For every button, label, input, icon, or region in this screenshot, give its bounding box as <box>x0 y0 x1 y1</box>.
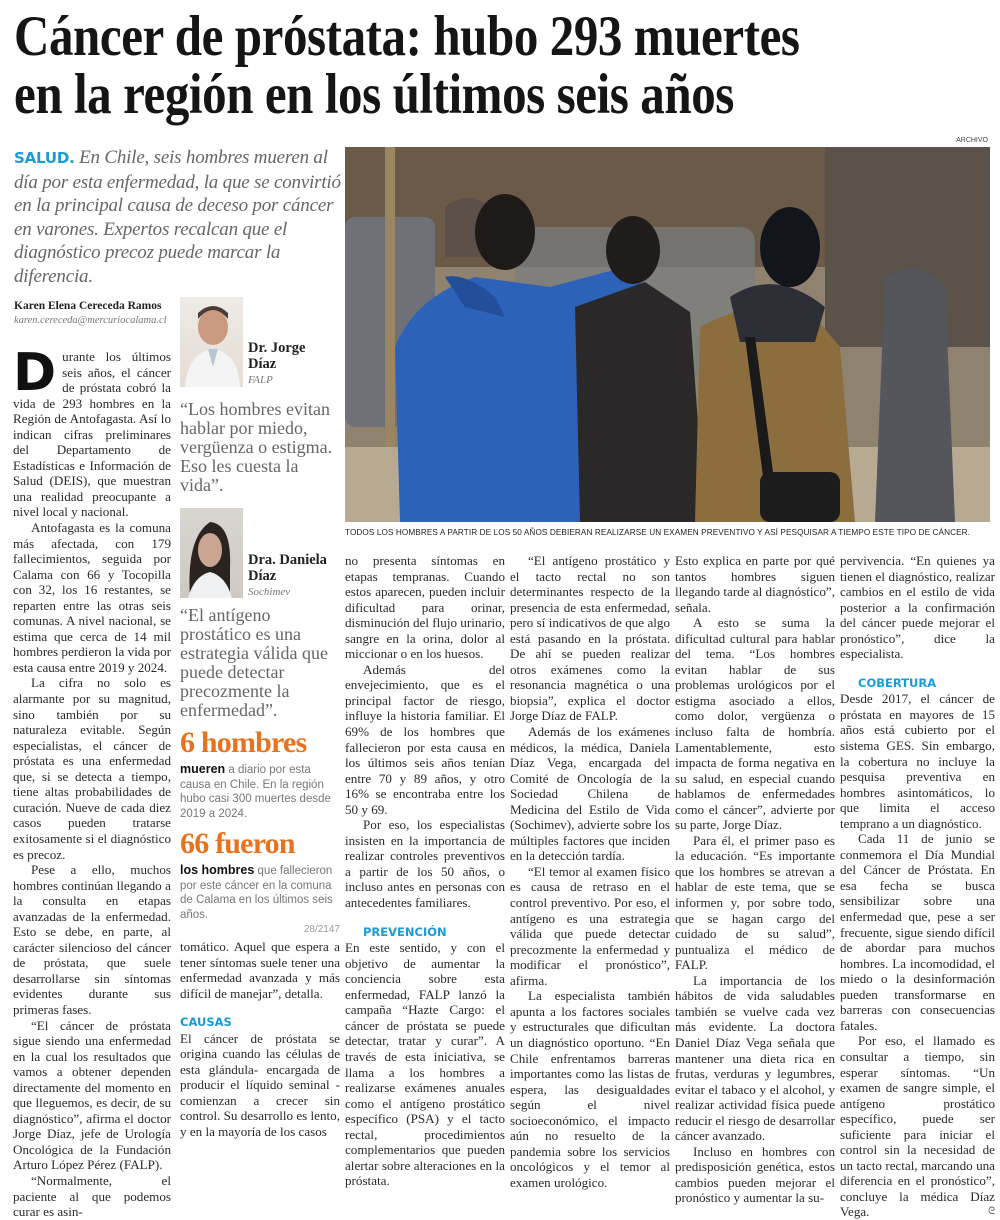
expert-2-org: Sochimev <box>248 586 291 598</box>
stat-1-bold: mueren <box>180 762 226 776</box>
section-heading-cobertura: COBERTURA <box>858 675 937 690</box>
paragraph: A esto se suma la dificultad cultural para hablar del tema. “Los hombres evitan hablar de sus problemas urológicos por el estigma asociado a ellos, como dolor, vergüenza o incluso falta de hombría. Lamentablemente, esto impacta de forma negativa en su salud, en especial cuando hablamos de enfermedades como el cáncer”, advierte por su parte, Jorge Díaz. <box>675 615 835 833</box>
article-column-4 <box>510 553 670 1190</box>
stat-2-bold: los hombres <box>180 863 255 877</box>
lede-text: En Chile, seis hombres mueren al día por esta enfermedad, la que se convirtió en la principal causa de deceso por cáncer en varones. Expertos recalcan que el diagnóstico precoz puede marcar la diferencia. <box>14 147 341 287</box>
stat-1-figure: 6 hombres <box>180 726 307 759</box>
paragraph: Cada 11 de junio se conmemora el Día Mundial del Cáncer de Próstata. En esa fecha se busca sensibilizar sobre una enfermedad que, pese a ser frecuente, sigue siendo difícil de abordar para muchos hombres. La incomodidad, el miedo o la desinformación pueden transformarse en barreras con consecuencias fatales. <box>840 831 995 1033</box>
pull-quote-1: “Los hombres evitan hablar por miedo, vergüenza o estigma. Eso les cuesta la vida”. <box>180 399 333 495</box>
portrait-daniela-diaz <box>180 508 243 598</box>
drop-cap: D <box>13 343 57 403</box>
paragraph: La cifra no solo es alarmante por su magnitud, sino también por su naturaleza evitable. Según especialistas, el cáncer de próstata es una enfermedad que, si se detecta a tiempo, tiene altas probabilidades de curación. Nueve de cada diez casos pueden tratarse exitosamente si el diagnóstico es precoz. <box>13 675 171 862</box>
paragraph: “El antígeno prostático y el tacto rectal no son determinantes respecto de la presencia de esta enfermedad, pero sí indicativos de que algo está pasando en la próstata. De ahí se pueden realizar otros exámenes como la resonancia magnética o una biopsia”, explica el doctor Jorge Díaz de FALP. <box>510 553 670 724</box>
expert-2-name: Dra. Daniela Díaz <box>248 552 327 584</box>
byline <box>14 300 174 326</box>
photo-credit: ARCHIVO <box>956 137 988 144</box>
watermark: 28/2147 <box>303 924 340 935</box>
expert-1-name-block <box>248 340 333 388</box>
paragraph: “El cáncer de próstata sigue siendo una enfermedad en la cual los resultados que vamos a obtener dependen directamente del momento en que lleguemos, es decir, de su diagnóstico”, afirma el doctor Jorge Díaz, jefe de Urología Oncológica de la Fundación Arturo López Pérez (FALP). <box>13 1017 171 1173</box>
lead-block <box>14 146 344 326</box>
section-heading-causas: CAUSAS <box>180 1015 232 1030</box>
headline <box>14 5 977 126</box>
photo-men-walking <box>345 147 990 522</box>
paragraph: Por eso, los especialistas insisten en la importancia de realizar controles preventivos a partir de los 50 años, o incluso antes en personas con antecedentes familiares. <box>345 817 505 911</box>
headline-line-1: Cáncer de próstata: hubo 293 muertes <box>14 5 800 68</box>
portrait-jorge-diaz-image <box>180 297 243 387</box>
paragraph: Además del envejecimiento, que es el principal factor de riesgo, influye la historia familiar. El 69% de los hombres que fallecieron por esta causa en los últimos seis años tenían entre 70 y 89 años, y otro 16% se encontraba entre los 50 y 69. <box>345 661 505 817</box>
stat-box-2 <box>180 829 340 922</box>
end-mark-icon: ᘓ <box>987 1206 995 1218</box>
paragraph: Incluso en hombres con predisposición genética, estos cambios pueden mejorar el pronóstico y aumentar la su- <box>675 1143 835 1206</box>
author-name: Karen Elena Cereceda Ramos <box>14 300 162 312</box>
article-column-5 <box>675 553 835 1206</box>
column-2-flow <box>180 606 340 1140</box>
paragraph: Pese a ello, muchos hombres continúan llegando a la consulta en etapas avanzadas de la enfermedad. Esto se debe, en parte, al carácter silencioso del cáncer de próstata, que suele desarrollarse sin síntomas evidentes durante sus primeras fases. <box>13 862 171 1017</box>
expert-1-name: Dr. Jorge Díaz <box>248 340 306 372</box>
section-heading-prevencion: PREVENCIÓN <box>363 924 447 939</box>
paragraph: El cáncer de próstata se origina cuando las células de esta glándula- encargada de producir el líquido seminal - comienzan a crecer sin control. Su desarrollo es lento, y en la mayoría de los casos <box>180 1030 341 1140</box>
paragraph: La importancia de los hábitos de vida saludables también se vuelve cada vez más evidente. La doctora Daniel Díaz Vega señala que mantener una dieta rica en frutas, verduras y legumbres, evitar el tabaco y el alcohol, y realizar actividad física puede reducir el riesgo de desarrollar cáncer avanzado. <box>675 972 835 1144</box>
paragraph: Además de los exámenes médicos, la médica, Daniela Díaz Vega, encargada del Comité de Oncología de la Sociedad Chilena de Medicina del Estilo de Vida (Sochimev), advierte sobre los múltiples factores que inciden en la detección tardía. <box>510 724 670 864</box>
article-column-1 <box>13 343 171 1220</box>
expert-2-name-block <box>248 552 340 600</box>
paragraph: no presenta síntomas en etapas tempranas. Cuando estos aparecen, pueden incluir dificultad para orinar, disminución del flujo urinario, sangre en la orina, dolor al miccionar o en los huesos. <box>345 553 506 662</box>
expert-1-org: FALP <box>248 374 273 386</box>
lede-kicker: SALUD. <box>14 149 75 167</box>
article-column-3 <box>345 553 505 1189</box>
paragraph: Esto explica en parte por qué tantos hombres siguen llegando tarde al diagnóstico”, señala. <box>675 553 835 615</box>
headline-line-2: en la región en los últimos seis años <box>14 63 734 126</box>
paragraph: pervivencia. “En quienes ya tienen el diagnóstico, realizar cambios en el estilo de vida posterior a la confirmación del cáncer puede mejorar el pronóstico”, dice la especialista. <box>840 553 995 662</box>
paragraph: “Normalmente, el paciente al que podemos curar es asin- <box>13 1172 171 1220</box>
paragraph: Desde 2017, el cáncer de próstata en mayores de 15 años está cubierto por el sistema GES. Sin embargo, la cobertura no incluye la pesquisa preventiva en hombres asintomáticos, lo que limita el acceso temprano a un diagnóstico. <box>840 691 995 831</box>
author-email[interactable]: karen.cereceda@mercuriocalama.cl <box>14 315 167 326</box>
stat-box-1 <box>180 728 340 821</box>
article-column-6 <box>840 553 995 1220</box>
portrait-jorge-diaz <box>180 297 243 387</box>
portrait-daniela-diaz-image <box>180 508 243 598</box>
stat-2-text: que fallecieron por este cáncer en la comuna de Calama en los últimos seis años. <box>180 865 333 921</box>
photo-caption: TODOS LOS HOMBRES A PARTIR DE LOS 50 AÑOS DEBIERAN REALIZARSE UN EXAMEN PREVENTIVO Y ASÍ PESQUISAR A TIEMPO ESTE TIPO DE CÁNCER. <box>345 528 971 537</box>
lede <box>14 146 344 288</box>
paragraph: Antofagasta es la comuna más afectada, con 179 fallecimientos, seguida por Calama con 66 y Tocopilla con 32, los 16 restantes, se reparten entre las otras seis comunas. A nivel nacional, se estima que cerca de 14 mil hombres perdieron la vida por esta causa entre 2019 y 2024. <box>13 520 171 675</box>
paragraph: Por eso, el llamado es consultar a tiempo, sin esperar síntomas. “Un examen de sangre simple, el antígeno prostático específico, puede ser suficiente para iniciar el control sin la necesidad de un tacto rectal, marcando una diferencia en el pronóstico”, concluye la médica Díaz Vega. <box>840 1033 995 1220</box>
article-photo <box>345 147 990 522</box>
paragraph: Para él, el primer paso es la educación. “Es importante que los hombres se atrevan a hablar de este tema, que se informen y, por sobre todo, que se hagan cargo del cuidado de su salud”, puntualiza el médico de FALP. <box>675 832 835 973</box>
paragraph: En este sentido, y con el objetivo de aumentar la conciencia sobre esta enfermedad, FALP lanzó la campaña “Hazte Cargo: el cáncer de próstata se puede detectar, tratar y curar”. A través de esta iniciativa, se llama a los hombres a realizarse exámenes anuales como el antígeno prostático específico (PSA) y el tacto rectal, procedimientos complementarios que pueden alertar sobre alteraciones en la próstata. <box>345 940 505 1189</box>
paragraph: “El temor al examen físico es causa de retraso en el control preventivo. Por eso, el antígeno es una estrategia válida que puede detectar precozmente la enfermedad y modificar el pronóstico”, afirma. <box>510 863 670 988</box>
pull-quote-2: “El antígeno prostático es una estrategia válida que puede detectar precozmente la enfermedad”. <box>180 605 328 720</box>
paragraph: La especialista también apunta a los factores sociales y estructurales que dificultan un diagnóstico oportuno. “En Chile enfrentamos barreras importantes como las listas de espera, las desigualdades según el nivel socioeconómico, el impacto aún no resuelto de la pandemia sobre los servicios oncológicos y el temor al examen urológico. <box>510 988 670 1190</box>
stat-1-text: a diario por esta causa en Chile. En la región hubo casi 300 muertes desde 2019 a 2024. <box>180 764 331 820</box>
article-column-2 <box>180 939 340 1140</box>
paragraph: tomático. Aquel que espera a tener síntomas suele tener una enfermedad avanzada y más difícil de manejar”, detalla. <box>180 939 340 1001</box>
paragraph: urante los últimos seis años, el cáncer de próstata cobró la vida de 293 hombres en la Región de Antofagasta. Así lo indican cifras preliminares del Departamento de Estadísticas e Información de Salud (DEIS), que muestran una realidad preocupante a nivel local y nacional. <box>13 349 171 520</box>
stat-2-figure: 66 fueron <box>180 827 295 860</box>
